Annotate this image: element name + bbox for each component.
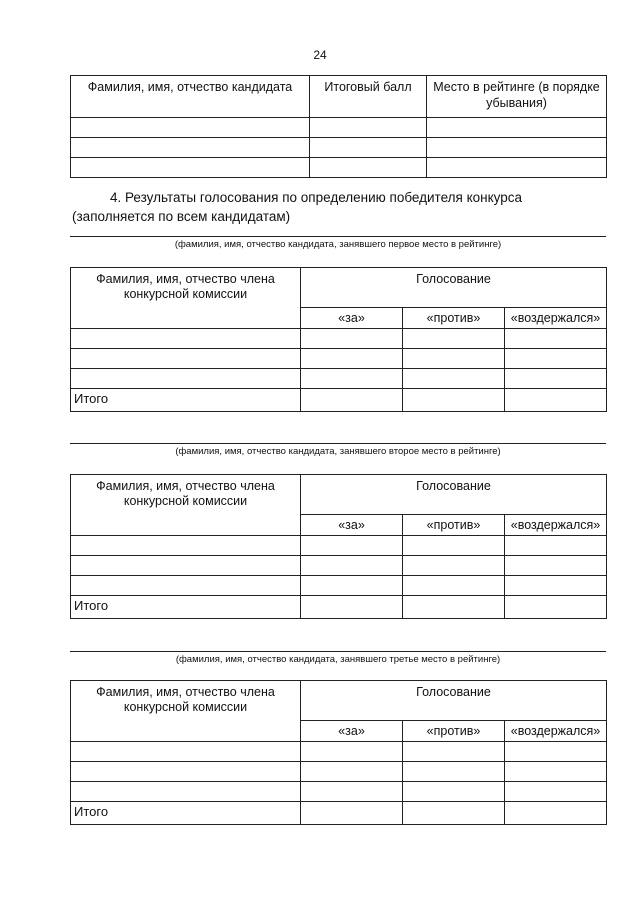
table-cell[interactable] [505,742,607,762]
table-cell[interactable] [403,762,505,782]
table-cell[interactable] [403,369,505,389]
table-row [71,329,607,349]
voting-header: Голосование [301,268,607,308]
table-cell[interactable] [71,118,310,138]
table-cell[interactable] [301,596,403,619]
total-label: Итого [71,389,301,412]
table-cell[interactable] [427,118,607,138]
table-cell[interactable] [71,329,301,349]
col-candidate-name: Фамилия, имя, отчество кандидата [71,76,310,118]
table-cell[interactable] [71,782,301,802]
table-cell[interactable] [71,576,301,596]
table-row [71,536,607,556]
table-cell[interactable] [301,556,403,576]
table-cell[interactable] [71,762,301,782]
table-cell[interactable] [301,536,403,556]
table-cell[interactable] [301,802,403,825]
caption-first: (фамилия, имя, отчество кандидата, занявшего первое место в рейтинге) [174,239,502,250]
total-label: Итого [71,802,301,825]
against-header: «против» [403,721,505,742]
vote-table-first [70,267,607,412]
table-cell[interactable] [403,389,505,412]
table-cell[interactable] [301,389,403,412]
for-header: «за» [301,721,403,742]
table-row [71,556,607,576]
table-cell[interactable] [505,536,607,556]
table-cell[interactable] [301,762,403,782]
rating-table [70,75,607,178]
voting-header: Голосование [301,681,607,721]
vote-table-second [70,474,607,619]
vote-table-third [70,680,607,825]
table-cell[interactable] [310,138,427,158]
table-cell[interactable] [71,742,301,762]
caption-second: (фамилия, имя, отчество кандидата, занявшего второе место в рейтинге) [175,446,501,457]
caption-third: (фамилия, имя, отчество кандидата, занявшего третье место в рейтинге) [175,654,501,665]
table-cell[interactable] [301,329,403,349]
against-header: «против» [403,515,505,536]
table-cell[interactable] [505,369,607,389]
abstain-header: «воздержался» [505,515,607,536]
table-row [71,742,607,762]
for-header: «за» [301,308,403,329]
table-cell[interactable] [505,802,607,825]
table-cell[interactable] [403,782,505,802]
table-cell[interactable] [301,782,403,802]
table-cell[interactable] [403,329,505,349]
candidate-name-line-first[interactable] [70,236,606,237]
col-total-score: Итоговый балл [310,76,427,118]
table-cell[interactable] [71,369,301,389]
table-cell[interactable] [505,762,607,782]
abstain-header: «воздержался» [505,308,607,329]
abstain-header: «воздержался» [505,721,607,742]
table-cell[interactable] [427,138,607,158]
table-cell[interactable] [403,556,505,576]
table-cell[interactable] [505,389,607,412]
candidate-name-line-third[interactable] [70,651,606,652]
table-cell[interactable] [505,329,607,349]
page-number: 24 [313,48,327,62]
table-cell[interactable] [71,556,301,576]
table-cell[interactable] [505,596,607,619]
table-row [71,369,607,389]
member-name-header: Фамилия, имя, отчество члена конкурсной комиссии [71,681,301,742]
table-cell[interactable] [71,349,301,369]
total-row [71,802,607,825]
member-name-header: Фамилия, имя, отчество члена конкурсной комиссии [71,268,301,329]
table-row [71,762,607,782]
table-row [71,349,607,369]
candidate-name-line-second[interactable] [70,443,606,444]
table-cell[interactable] [505,556,607,576]
member-name-header: Фамилия, имя, отчество члена конкурсной комиссии [71,475,301,536]
for-header: «за» [301,515,403,536]
table-row [71,158,607,178]
table-cell[interactable] [301,369,403,389]
table-cell[interactable] [310,118,427,138]
table-cell[interactable] [403,536,505,556]
table-row [71,782,607,802]
total-label: Итого [71,596,301,619]
total-row [71,389,607,412]
total-row [71,596,607,619]
table-cell[interactable] [505,782,607,802]
col-rank: Место в рейтинге (в порядке убывания) [427,76,607,118]
table-cell[interactable] [427,158,607,178]
against-header: «против» [403,308,505,329]
table-cell[interactable] [301,349,403,369]
table-cell[interactable] [301,576,403,596]
table-cell[interactable] [505,576,607,596]
table-row [71,118,607,138]
table-cell[interactable] [301,742,403,762]
table-cell[interactable] [310,158,427,178]
table-cell[interactable] [71,138,310,158]
table-cell[interactable] [403,349,505,369]
table-cell[interactable] [71,158,310,178]
voting-header: Голосование [301,475,607,515]
table-cell[interactable] [403,802,505,825]
table-cell[interactable] [505,349,607,369]
table-cell[interactable] [403,742,505,762]
table-cell[interactable] [71,536,301,556]
table-cell[interactable] [403,596,505,619]
table-cell[interactable] [403,576,505,596]
section-4-text: 4. Результаты голосования по определению победителя конкурса (заполняется по всем кандидатам) [72,190,523,224]
table-row [71,138,607,158]
table-row [71,576,607,596]
